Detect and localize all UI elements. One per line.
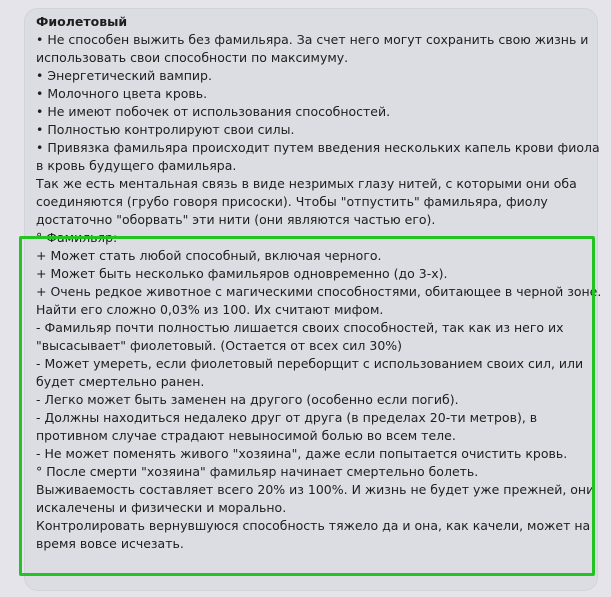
- familiar-line: искалечены и физически и морально.: [36, 500, 287, 515]
- familiar-line: + Может стать любой способный, включая черного.: [36, 248, 382, 263]
- familiar-line: ° Фамильяр:: [36, 230, 118, 245]
- familiar-line: - Не может поменять живого "хозяина", даже если попытается очистить кровь.: [36, 446, 568, 461]
- intro-line: использовать свои способности по максимуму.: [36, 50, 349, 65]
- intro-line: • Не имеют побочек от использования способностей.: [36, 104, 391, 119]
- intro-line: • Энергетический вампир.: [36, 68, 212, 83]
- familiar-line: Выживаемость составляет всего 20% из 100%. И жизнь не будет уже прежней, они: [36, 482, 595, 497]
- familiar-line: "высасывает" фиолетовый. (Остается от всех сил 30%): [36, 338, 403, 353]
- post-text: [36, 13, 602, 553]
- familiar-line: время вовсе исчезать.: [36, 536, 184, 551]
- intro-line: Так же есть ментальная связь в виде незримых глазу нитей, с которыми они оба: [36, 176, 577, 191]
- familiar-line: будет смертельно ранен.: [36, 374, 205, 389]
- post-title: Фиолетовый: [36, 14, 128, 29]
- familiar-line: - Должны находиться недалеко друг от друга (в пределах 20-ти метров), в: [36, 410, 538, 425]
- familiar-line: Найти его сложно 0,03% из 100. Их считают мифом.: [36, 302, 384, 317]
- intro-line: в кровь будущего фамильяра.: [36, 158, 237, 173]
- familiar-line: противном случае страдают невыносимой болью во всем теле.: [36, 428, 456, 443]
- intro-line: • Полностью контролируют свои силы.: [36, 122, 295, 137]
- familiar-line: - Легко может быть заменен на другого (особенно если погиб).: [36, 392, 459, 407]
- intro-line: • Привязка фамильяра происходит путем введения нескольких капель крови фиола: [36, 140, 600, 155]
- intro-line: • Не способен выжить без фамильяра. За счет него могут сохранить свою жизнь и: [36, 32, 589, 47]
- familiar-line: - Может умереть, если фиолетовый переборщит с использованием своих сил, или: [36, 356, 584, 371]
- familiar-line: + Очень редкое животное с магическими способностями, обитающее в черной зоне.: [36, 284, 602, 299]
- familiar-line: + Может быть несколько фамильяров одновременно (до 3-х).: [36, 266, 448, 281]
- familiar-line: Контролировать вернувшуюся способность тяжело да и она, как качели, может на: [36, 518, 591, 533]
- intro-line: соединяются (грубо говоря присоски). Чтобы "отпустить" фамильяра, фиолу: [36, 194, 548, 209]
- familiar-line: ° После смерти "хозяина" фамильяр начинает смертельно болеть.: [36, 464, 479, 479]
- intro-line: • Молочного цвета кровь.: [36, 86, 208, 101]
- intro-line: достаточно "оборвать" эти нити (они являются частью его).: [36, 212, 436, 227]
- familiar-line: - Фамильяр почти полностью лишается своих способностей, так как из него их: [36, 320, 564, 335]
